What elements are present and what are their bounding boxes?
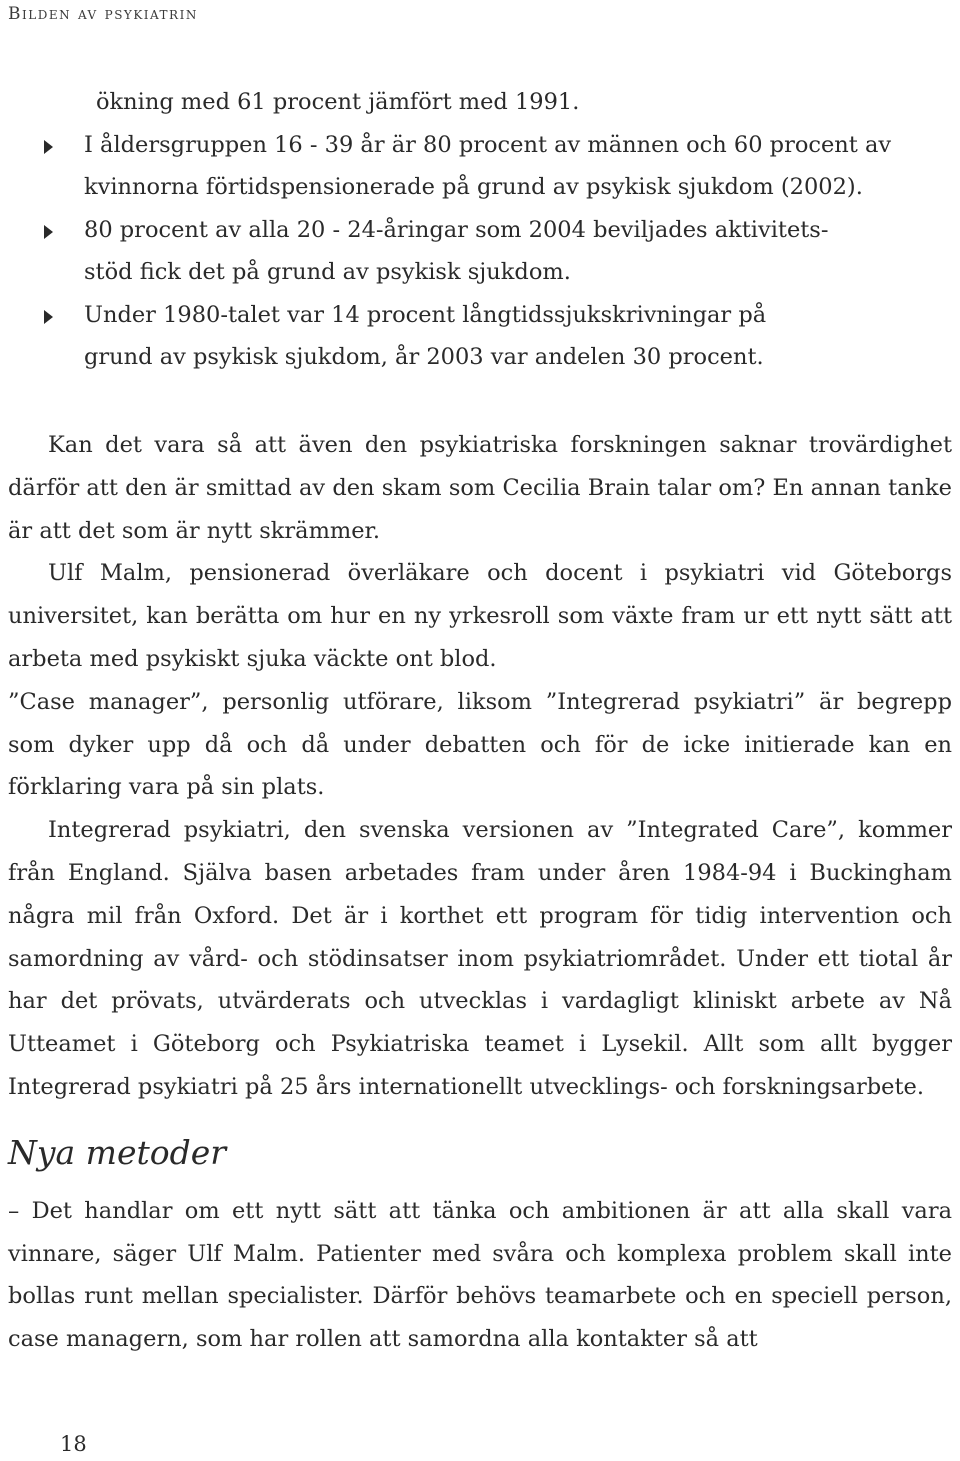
body-text (8, 424, 952, 1109)
paragraph: ”Case manager”, personlig utförare, liksom ”Integrerad psykiatri” är begrepp som dyker upp då och då under debatten och för de icke initierade kan en förklaring vara på sin plats. (8, 688, 952, 801)
bullet-line: grund av psykisk sjukdom, år 2003 var andelen 30 procent. (84, 344, 764, 370)
bullet-item (8, 124, 952, 209)
paragraph: Integrerad psykiatri, den svenska versionen av ”Integrated Care”, kommer från England. Själva basen arbetades fram under åren 1984-94 i Buckingham några mil från Oxford. Det är i korthet ett program för tidig intervention och samordning av vård- och stödinsatser inom psykiatriområdet. Under ett tiotal år har det prövats, utvärderats och utvecklas i vardagligt kliniskt arbete av Nå Utteamet i Göteborg och Psykiatriska teamet i Lysekil. Allt som allt bygger Integrerad psykiatri på 25 års internationellt utvecklings- och forskningsarbete. (8, 817, 952, 1100)
running-header: Bilden av psykiatrin (8, 4, 198, 24)
paragraph: – Det handlar om ett nytt sätt att tänka och ambitionen är att alla skall vara vinnare, säger Ulf Malm. Patienter med svåra och komplexa problem skall inte bollas runt mellan specialister. Därför behövs teamarbete och en speciell person, case managern, som har rollen att samordna alla kontakter så att (8, 1198, 952, 1352)
bullet-continuation: ökning med 61 procent jämfört med 1991. (96, 89, 580, 115)
bullet-line: stöd fick det på grund av psykisk sjukdom. (84, 259, 571, 285)
section-body (8, 1190, 952, 1360)
section-heading: Nya metoder (8, 1133, 227, 1172)
bullet-line: 80 procent av alla 20 - 24-åringar som 2004 beviljades aktivitets- (84, 216, 829, 243)
bullet-line: I åldersgruppen 16 - 39 år är 80 procent av männen och 60 procent av (84, 131, 892, 158)
bullet-item (8, 294, 952, 379)
page-number: 18 (60, 1432, 87, 1456)
paragraph: Ulf Malm, pensionerad överläkare och docent i psykiatri vid Göteborgs universitet, kan berätta om hur en ny yrkesroll som växte fram ur ett nytt sätt att arbeta med psykiskt sjuka väckte ont blod. (8, 560, 952, 672)
bullet-list (8, 81, 952, 379)
triangle-bullet-icon (44, 310, 53, 324)
bullet-line: kvinnorna förtidspensionerade på grund av psykisk sjukdom (2002). (84, 174, 863, 200)
triangle-bullet-icon (44, 140, 53, 154)
bullet-line: Under 1980-talet var 14 procent långtidssjukskrivningar på (84, 301, 767, 328)
bullet-item (8, 209, 952, 294)
triangle-bullet-icon (44, 225, 53, 239)
paragraph: Kan det vara så att även den psykiatriska forskningen saknar trovärdighet därför att den är smittad av den skam som Cecilia Brain talar om? En annan tanke är att det som är nytt skrämmer. (8, 432, 952, 544)
